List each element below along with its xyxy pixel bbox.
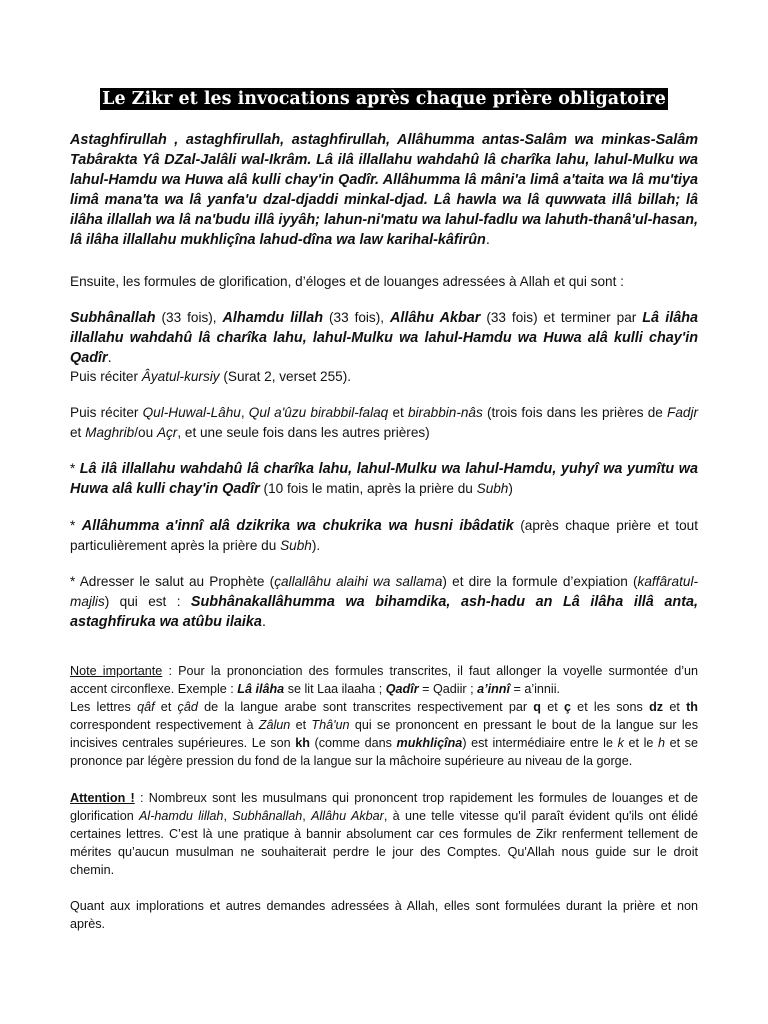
note-text: = a’innii. <box>509 682 561 696</box>
count-subhanallah: (33 fois), <box>155 310 223 325</box>
letter-c: ç <box>563 700 571 714</box>
surah-sep: , <box>240 405 249 420</box>
salut-end: . <box>261 614 266 630</box>
note-example: Lâ ilâha <box>237 682 285 696</box>
tahlil-formula: Lâ ilâ illallahu wahdahû lâ charîka lahu, lahul-Mulku wa lahul-Hamdu, yuhyî wa yumîtu wa Huwa alâ kulli chay'in Qadîr <box>70 461 698 497</box>
page-title: Le Zikr et les invocations après chaque prière obligatoire <box>102 89 666 109</box>
formula-alhamdu: Alhamdu lillah <box>222 310 324 326</box>
ayatul-kursiy-paragraph <box>70 367 698 387</box>
note-text: = Qadiir ; <box>418 682 478 696</box>
glorification-intro-text: Ensuite, les formules de glorification, d’éloges et de louanges adressées à Allah et qui sont : <box>70 274 624 289</box>
bullet-star: * <box>70 518 82 533</box>
letter-qaf: qâf <box>137 700 155 714</box>
glorification-intro <box>70 272 698 292</box>
bullet-star: * <box>70 461 80 476</box>
note-text: et <box>154 700 178 714</box>
invocation-paragraph <box>70 130 698 250</box>
note-text: qui se prononcent en pressant le bout de la langue sur les incisives centrales supérieures. Le son <box>70 718 698 750</box>
letter-cad: çâd <box>177 700 198 714</box>
final-text: Quant aux implorations et autres demandes adressées à Allah, elles sont formulées durant la prière et non après. <box>70 899 698 931</box>
surah-end: , et une seule fois dans les autres prières) <box>177 425 430 440</box>
attention-sep: , <box>302 809 312 823</box>
salut-mid: ) et dire la formule d’expiation ( <box>442 574 638 589</box>
salut-pre: * Adresser le salut au Prophète ( <box>70 574 275 589</box>
note-text: et les sons <box>570 700 650 714</box>
note-text: correspondent respectivement à <box>70 718 259 732</box>
note-text: et le <box>623 736 658 750</box>
surah-ikhlas: Qul-Huwal-Lâhu <box>142 405 241 420</box>
salut-mid2: ) qui est : <box>104 594 191 609</box>
note-text: et se prononce par légère pression du fond de la langue sur la mâchoire supérieure au niveau de la gorge. <box>70 736 698 768</box>
dzikr-formula: Allâhumma a'innî alâ dzikrika wa chukrika wa husni ibâdatik <box>81 518 514 534</box>
title-container <box>70 88 698 110</box>
prayer-fadjr: Fadjr <box>667 405 698 420</box>
count-alhamdu: (33 fois), <box>323 310 390 325</box>
note-example: Qadîr <box>385 682 419 696</box>
note-text: : Pour la prononciation des formules transcrites, il faut allonger la voyelle surmontée d’un accent circonflexe. Exemple : <box>70 664 698 696</box>
sound-dz: dz <box>649 700 664 714</box>
note-text: se lit Laa ilaaha ; <box>284 682 386 696</box>
expiation-formula: Subhânakallâhumma wa bihamdika, ash-hadu an Lâ ilâha illâ anta, astaghfiruka wa atûbu ilaika <box>70 594 699 630</box>
attention-paragraph <box>70 789 698 879</box>
letter-thaun: Thâ'un <box>311 718 350 732</box>
note-text: ) est intermédiaire entre le <box>462 736 618 750</box>
glorification-formulas <box>70 308 698 368</box>
note-example: a’innî <box>477 682 510 696</box>
note-text: et <box>290 718 312 732</box>
formula-allahu-akbar: Allâhu Akbar <box>389 310 481 326</box>
surah-mid: (trois fois dans les prières de <box>482 405 668 420</box>
letter-zalun: Zâlun <box>258 718 291 732</box>
prayer-acr: Açr <box>156 425 178 440</box>
invocation-end: . <box>485 232 490 248</box>
note-text: Les lettres <box>70 700 138 714</box>
attention-text: : Nombreux sont les musulmans qui prononcent trop rapidement les formules de louanges et de glorification <box>70 791 698 823</box>
dzikr-paragraph <box>70 516 698 556</box>
surah-sep: et <box>388 405 408 420</box>
letter-h: h <box>657 736 665 750</box>
invocation-text: Astaghfirullah , astaghfirullah, astaghfirullah, Allâhumma antas-Salâm wa minkas-Salâm Tabârakta Yâ DZal-Jalâli wal-Ikrâm. Lâ ilâ illallahu wahdahû lâ charîka lahu, lahul-Mulku wa lahul-Hamdu wa Huwa alâ kulli chay'in Qadîr. Allâhumma lâ mâni'a limâ a'taita wa lâ mu'tiya limâ mana'ta wa lâ yanfa'u dzal-djaddi minkal-djad. Lâ hawla wa lâ quwwata illâ billah; lâ ilâha illallah wa lâ na'budu illâ iyyâh; lahun-ni'matu wa lahul-fadlu wa lahuth-thanâ'ul-hasan, lâ ilâha illallahu mukhliçîna lahud-dîna wa law karihal-kâfirûn <box>70 132 698 248</box>
attention-example: Al-hamdu lillah <box>139 809 224 823</box>
letter-k: k <box>617 736 624 750</box>
tahlil-close: ) <box>508 481 513 496</box>
note-text: et <box>540 700 564 714</box>
surah-sep: /ou <box>134 425 157 440</box>
note-text: (comme dans <box>309 736 397 750</box>
letter-q: q <box>533 700 541 714</box>
prayer-maghrib: Maghrib <box>85 425 135 440</box>
attention-text: , à une telle vitesse qu'il paraît évident qu'ils ont élidé certaines lettres. C’est là une pratique à bannir absolument car ces formules de Zikr renferment tellement de mérites qu’aucun musulman ne souhaiterait perdre le jour des Comptes. Qu'Allah nous guide sur le droit chemin. <box>70 809 698 877</box>
attention-example: Subhânallah <box>232 809 303 823</box>
salut-formula: çallallâhu alaihi wa sallama <box>274 574 443 589</box>
surah-nas: birabbin-nâs <box>407 405 483 420</box>
attention-label: Attention ! <box>70 791 135 805</box>
salut-paragraph <box>70 572 698 632</box>
surah-pre: Puis réciter <box>70 405 143 420</box>
attention-sep: , <box>223 809 233 823</box>
dzikr-note: (après chaque prière et tout particulièrement après la prière du <box>70 518 699 553</box>
sound-th: th <box>686 700 698 714</box>
count-allahu-akbar: (33 fois) et terminer par <box>480 310 643 325</box>
surah-sep: et <box>70 425 86 440</box>
word-mukhlicina: mukhliçîna <box>396 736 463 750</box>
kaffaratul-majlis: kaffâratul-majlis <box>70 574 698 609</box>
surah-falaq: Qul a'ûzu birabbil-falaq <box>248 405 389 420</box>
note-paragraph <box>70 662 698 770</box>
tahlil-paragraph <box>70 459 698 499</box>
final-paragraph <box>70 897 698 933</box>
glorification-end: . <box>107 350 112 366</box>
attention-example: Allâhu Akbar <box>311 809 384 823</box>
formula-closing: Lâ ilâha illallahu wahdahû lâ charîka lahu, lahul-Mulku wa lahul-Hamdu wa Huwa alâ kulli chay'in Qadîr <box>70 310 699 366</box>
ayatul-kursiy-name: Âyatul-kursiy <box>141 369 220 384</box>
prayer-subh: Subh <box>476 481 509 496</box>
note-text: et <box>663 700 687 714</box>
ayatul-post: (Surat 2, verset 255). <box>219 369 352 384</box>
note-label: Note importante <box>70 664 163 678</box>
formula-subhanallah: Subhânallah <box>70 310 156 326</box>
prayer-subh: Subh <box>280 538 312 553</box>
surah-paragraph <box>70 403 698 443</box>
note-text: de la langue arabe sont transcrites respectivement par <box>197 700 534 714</box>
dzikr-close: ). <box>311 538 321 553</box>
ayatul-pre: Puis réciter <box>70 369 142 384</box>
sound-kh: kh <box>295 736 310 750</box>
tahlil-note: (10 fois le matin, après la prière du <box>259 481 477 496</box>
